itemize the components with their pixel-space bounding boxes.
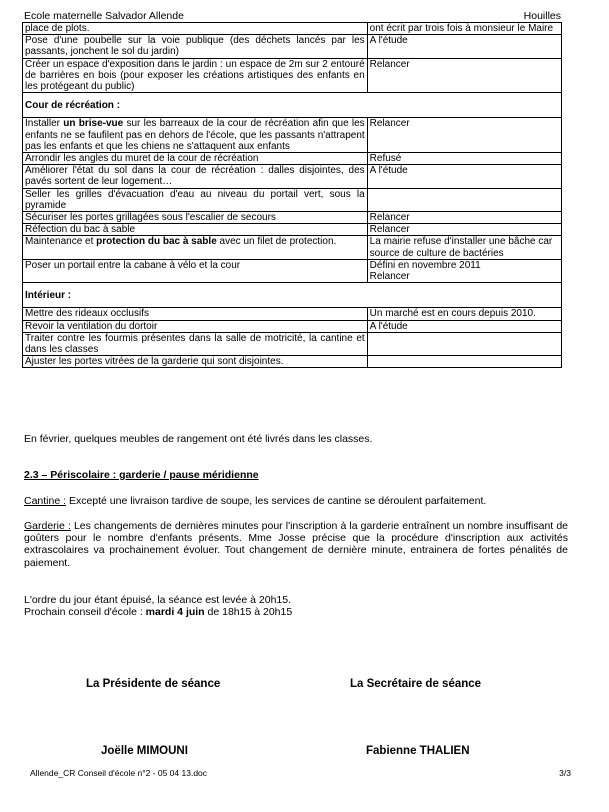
section-cour-title: Cour de récréation : xyxy=(23,93,562,118)
table-cell-action: Améliorer l'état du sol dans la cour de récréation : dalles disjointes, des pavés sortent de leur logement… xyxy=(23,165,368,188)
table-row xyxy=(23,35,562,58)
table-cell-action: Poser un portail entre la cabane à vélo et la cour xyxy=(23,259,368,282)
table-row xyxy=(23,320,562,332)
closing-line-2 xyxy=(24,606,560,618)
section-interieur-title: Intérieur : xyxy=(23,283,562,308)
table-cell-action: Revoir la ventilation du dortoir xyxy=(23,320,368,332)
table-cell-status xyxy=(367,356,561,368)
table-cell-action: Mettre des rideaux occlusifs xyxy=(23,308,368,320)
secretary-title: La Secrétaire de séance xyxy=(350,678,482,690)
table-cell-status: A l'étude xyxy=(367,165,561,188)
garderie-text: Les changements de dernières minutes pour l'inscription à la garderie entraînent un nombre insuffisant de goûters pour le nombre d'enfants présents. Mme Josse précise que la procédure d'inscription aux activités extrascolaires va prochainement évoluer. Tout changement de dernière minute, entrainera de fortes pénalités de paiement. xyxy=(24,520,568,569)
actions-table xyxy=(22,22,562,368)
president-title: La Présidente de séance xyxy=(86,678,221,690)
table-cell-action: Sécuriser les portes grillagées sous l'escalier de secours xyxy=(23,212,368,224)
garderie-label: Garderie : xyxy=(24,520,71,532)
table-row xyxy=(23,153,562,165)
table-cell-action: Pose d'une poubelle sur la voie publique (des déchets lancés par les passants, jonchent le sol du jardin) xyxy=(23,35,368,58)
table-cell-action: Arrondir les angles du muret de la cour de récréation xyxy=(23,153,368,165)
secretary-name: Fabienne THALIEN xyxy=(366,745,470,757)
table-cell-status: A l'étude xyxy=(367,320,561,332)
table-cell-action: Créer un espace d'exposition dans le jardin : un espace de 2m sur 2 entouré de barrières en bois (pour exposer les créations artistiques des enfants en les protégeant du public) xyxy=(23,58,368,93)
footer-page-number: 3/3 xyxy=(559,768,571,778)
cantine-paragraph xyxy=(24,495,560,507)
header-town: Houilles xyxy=(523,10,561,22)
table-cell-status xyxy=(367,332,561,355)
table-cell-action xyxy=(23,118,368,153)
table-cell-status: Un marché est en cours depuis 2010. xyxy=(367,308,561,320)
text-run: de 18h15 à 20h15 xyxy=(204,606,293,618)
text-run: Installer xyxy=(25,118,64,130)
text-run-bold: un brise-vue xyxy=(63,118,124,130)
table-row xyxy=(23,58,562,93)
status-line: Défini en novembre 2011 xyxy=(369,259,481,271)
section-2-3-title: 2.3 – Périscolaire : garderie / pause méridienne xyxy=(24,469,259,481)
table-cell-status: A l'étude xyxy=(367,35,561,58)
next-meeting-date: mardi 4 juin xyxy=(145,606,205,618)
table-row xyxy=(23,224,562,236)
table-row xyxy=(23,118,562,153)
table-row xyxy=(23,188,562,211)
table-row xyxy=(23,259,562,282)
section-row xyxy=(23,93,562,118)
text-run-bold: protection du bac à sable xyxy=(96,236,217,248)
text-run: sur les barreaux de la cour de récréation afin que les enfants ne se faufilent pas en dehors de l'école, que les passants n'attrapent pas les enfants et que les chiens ne s'attaquent aux enfants xyxy=(25,118,365,152)
text-run: avec un filet de protection. xyxy=(216,236,337,248)
table-cell-status: La mairie refuse d'installer une bâche car source de culture de bactéries xyxy=(367,236,561,259)
meubles-paragraph: En février, quelques meubles de rangement ont été livrés dans les classes. xyxy=(24,433,373,445)
table-cell-action: Ajuster les portes vitrées de la garderie qui sont disjointes. xyxy=(23,356,368,368)
text-run: Maintenance et xyxy=(25,236,97,248)
table-cell-status: Relancer xyxy=(367,118,561,153)
garderie-paragraph xyxy=(24,520,568,569)
table-cell-status: Refusé xyxy=(367,153,561,165)
header-school: Ecole maternelle Salvador Allende xyxy=(24,10,184,22)
table-row xyxy=(23,308,562,320)
table-cell-action: place de plots. xyxy=(23,23,368,35)
cantine-text: Excepté une livraison tardive de soupe, les services de cantine se déroulent parfaitement. xyxy=(66,495,487,507)
status-line: Relancer xyxy=(369,271,410,283)
president-name: Joëlle MIMOUNI xyxy=(101,745,188,757)
table-cell-status: Relancer xyxy=(367,224,561,236)
text-run: Prochain conseil d'école : xyxy=(24,606,146,618)
cantine-label: Cantine : xyxy=(24,495,67,507)
footer-filename: Allende_CR Conseil d'école n°2 - 05 04 13.doc xyxy=(30,768,208,778)
table-cell-status xyxy=(367,259,561,282)
table-cell-status: Relancer xyxy=(367,58,561,93)
closing-line-1: L'ordre du jour étant épuisé, la séance est levée à 20h15. xyxy=(24,594,292,606)
table-cell-status: ont écrit par trois fois à monsieur le Maire xyxy=(367,23,561,35)
section-row xyxy=(23,283,562,308)
table-cell-action: Réfection du bac à sable xyxy=(23,224,368,236)
table-row xyxy=(23,23,562,35)
table-cell-status: Relancer xyxy=(367,212,561,224)
table-cell-status xyxy=(367,188,561,211)
table-row xyxy=(23,236,562,259)
table-row xyxy=(23,212,562,224)
table-row xyxy=(23,165,562,188)
table-row xyxy=(23,332,562,355)
table-cell-action: Traiter contre les fourmis présentes dans la salle de motricité, la cantine et dans les classes xyxy=(23,332,368,355)
table-cell-action xyxy=(23,236,368,259)
table-cell-action: Seller les grilles d'évacuation d'eau au niveau du portail vert, sous la pyramide xyxy=(23,188,368,211)
table-row xyxy=(23,356,562,368)
